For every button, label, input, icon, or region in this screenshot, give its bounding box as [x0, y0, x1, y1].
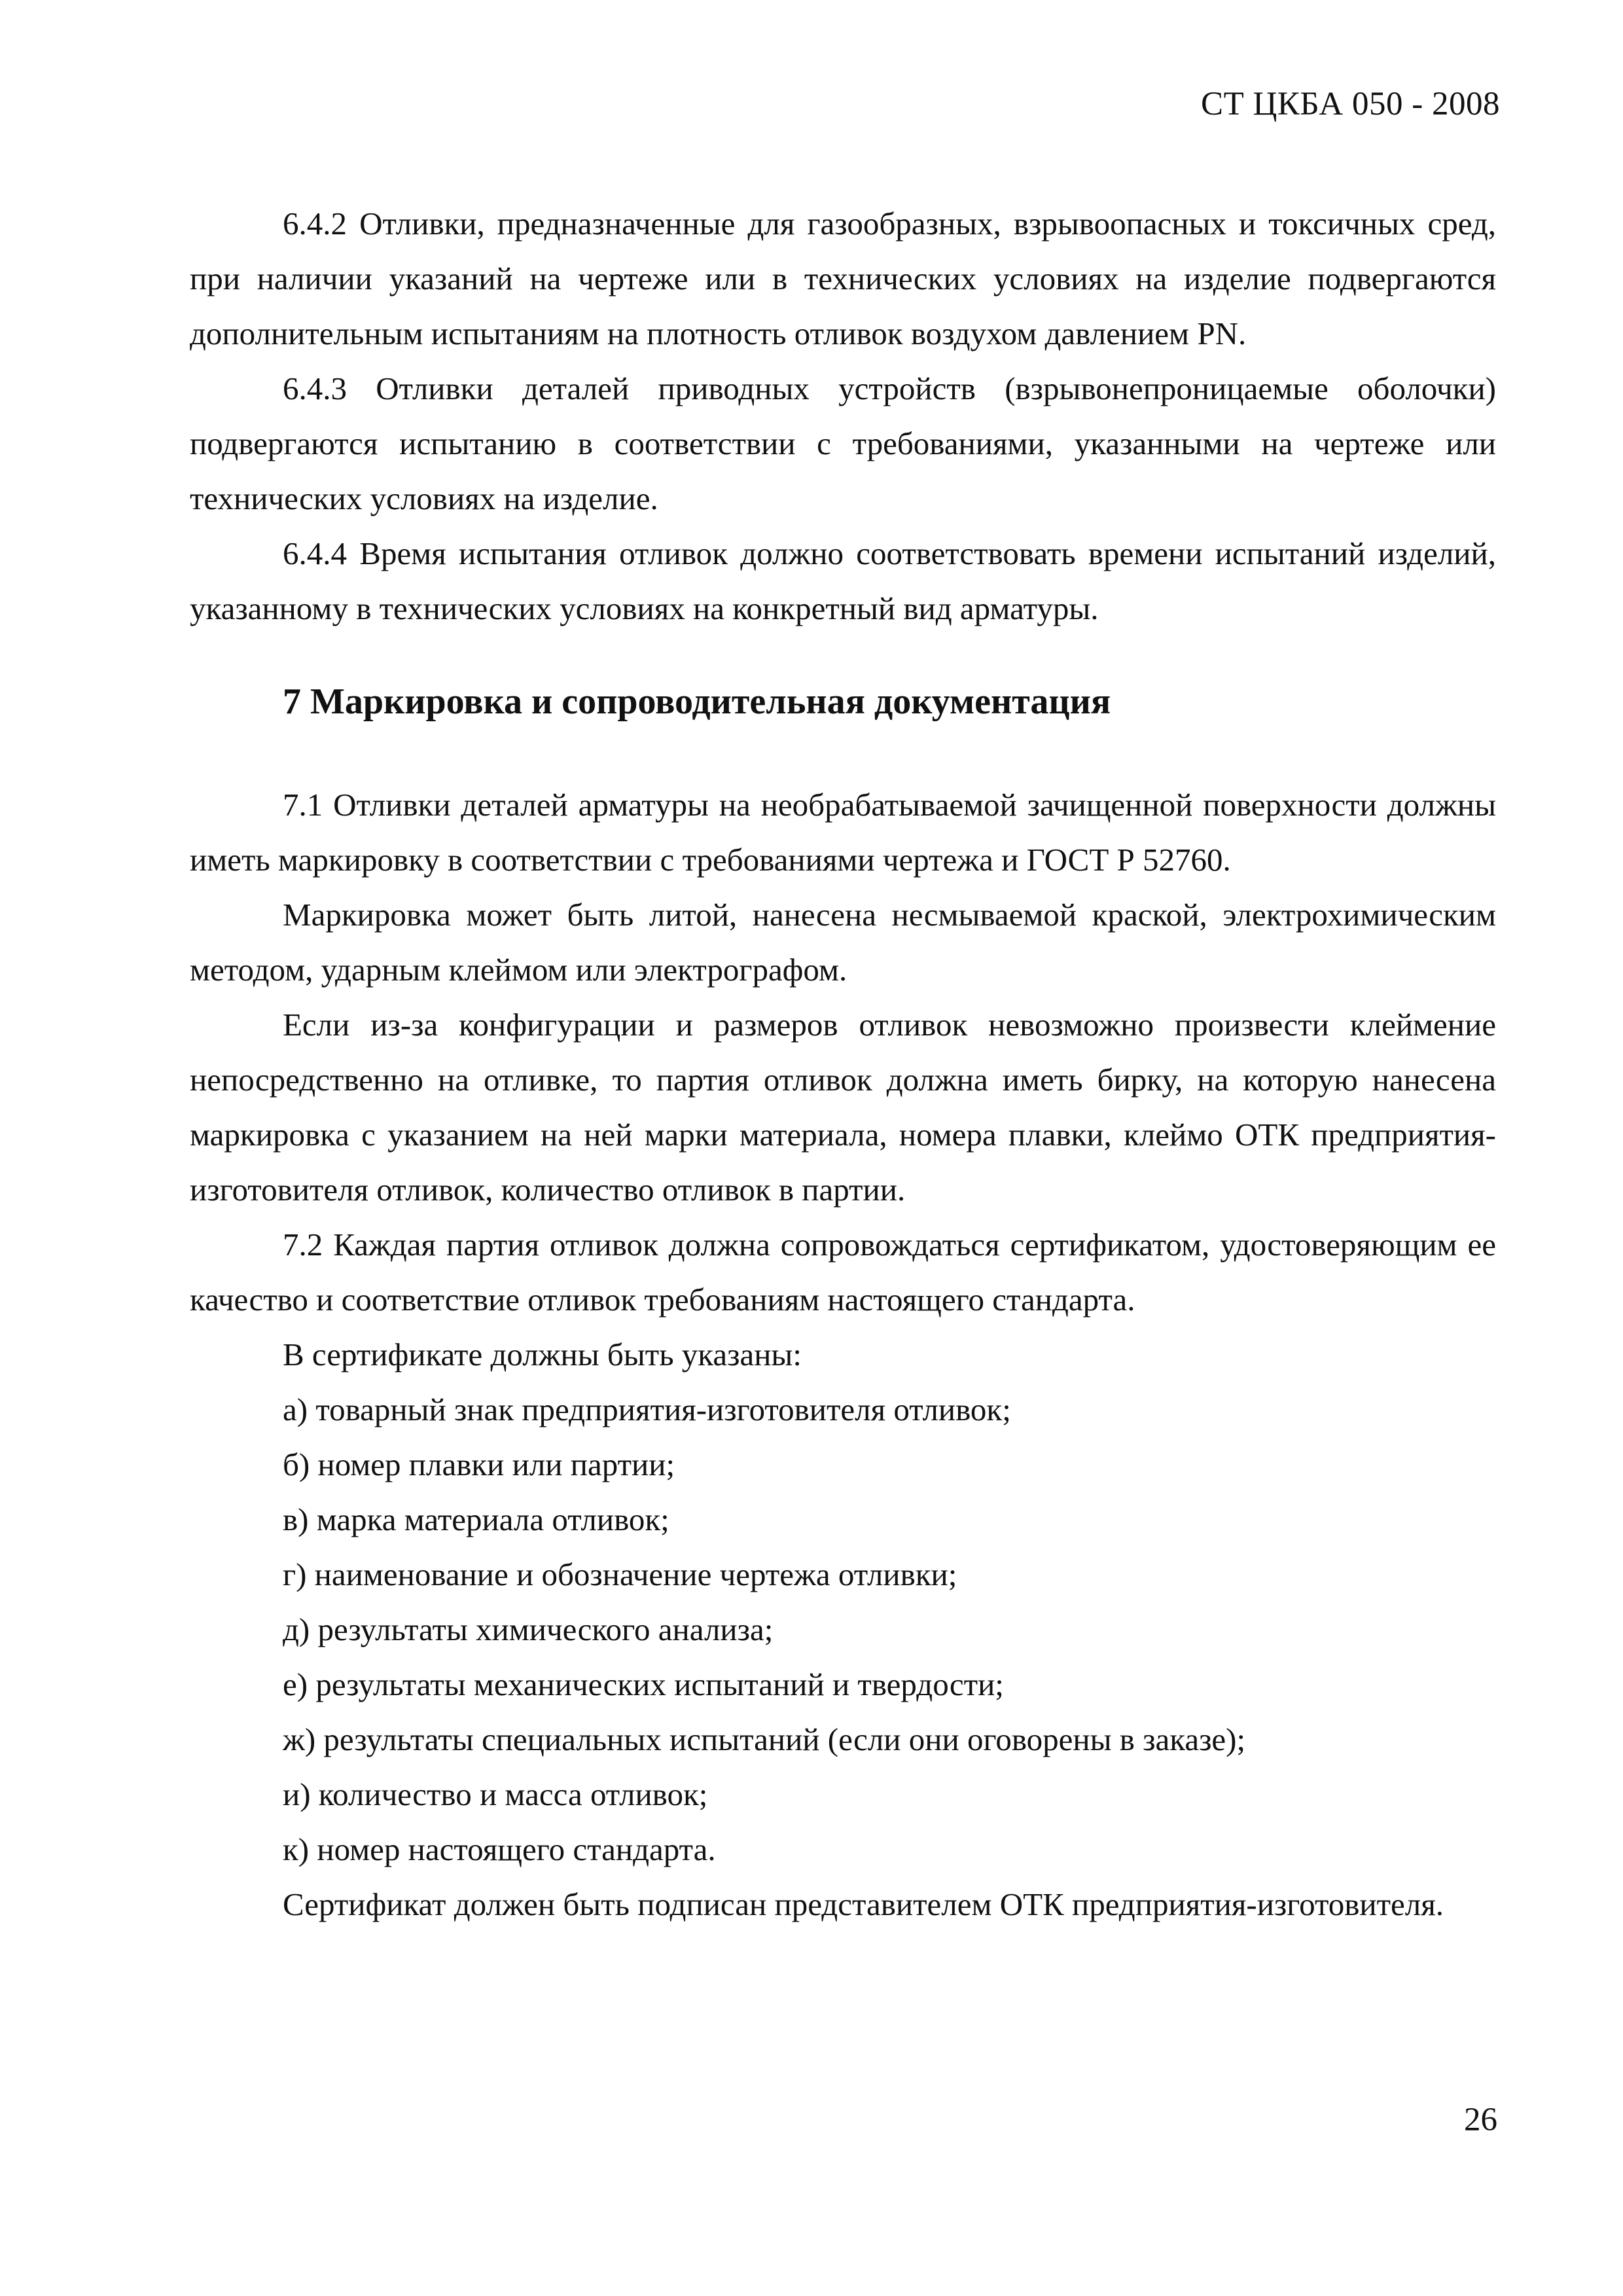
list-item: б) номер плавки или партии; [283, 1446, 675, 1482]
list-item: к) номер настоящего стандарта. [283, 1831, 716, 1867]
paragraph-certificate-intro: В сертификате должны быть указаны: [283, 1336, 802, 1372]
paragraph-6-4-2: 6.4.2 Отливки, предназначенные для газообразных, взрывоопасных и токсичных сред, при наличии указаний на чертеже или в технических условиях на изделие подвергаются дополнительным испытаниям на плотность отливок воздухом давлением PN. [190, 206, 1496, 351]
paragraph-marking-methods: Маркировка может быть литой, нанесена несмываемой краской, электрохимическим методом, ударным клеймом или электрографом. [190, 897, 1496, 988]
section-heading: 7 Маркировка и сопроводительная документация [283, 681, 1111, 722]
list-item: а) товарный знак предприятия-изготовителя отливок; [283, 1391, 1011, 1427]
list-item: д) результаты химического анализа; [283, 1611, 774, 1647]
paragraph-tag-marking: Если из-за конфигурации и размеров отливок невозможно произвести клеймение непосредственно на отливке, то партия отливок должна иметь бирку, на которую нанесена маркировка с указанием на ней марки материала, номера плавки, клеймо ОТК предприятия-изготовителя отливок, количество отливок в партии. [190, 1007, 1496, 1208]
list-item: и) количество и масса отливок; [283, 1776, 708, 1812]
paragraph-6-4-3: 6.4.3 Отливки деталей приводных устройств (взрывонепроницаемые оболочки) подвергаются испытанию в соответствии с требованиями, указанными на чертеже или технических условиях на изделие. [190, 370, 1496, 516]
list-item: г) наименование и обозначение чертежа отливки; [283, 1556, 957, 1592]
document-id-header: СТ ЦКБА 050 - 2008 [1201, 86, 1500, 122]
page-number: 26 [1464, 2102, 1497, 2138]
list-item: ж) результаты специальных испытаний (если они оговорены в заказе); [283, 1721, 1246, 1757]
certificate-items-list [190, 1382, 1496, 1877]
paragraph-7-1: 7.1 Отливки деталей арматуры на необрабатываемой зачищенной поверхности должны иметь маркировку в соответствии с требованиями чертежа и ГОСТ Р 52760. [190, 787, 1496, 878]
page-content [190, 196, 1496, 1932]
paragraph-7-2: 7.2 Каждая партия отливок должна сопровождаться сертификатом, удостоверяющим ее качество и соответствие отливок требованиям настоящего стандарта. [190, 1227, 1496, 1318]
paragraph-closing: Сертификат должен быть подписан представителем ОТК предприятия-изготовителя. [283, 1886, 1444, 1922]
paragraph-6-4-4: 6.4.4 Время испытания отливок должно соответствовать времени испытаний изделий, указанному в технических условиях на конкретный вид арматуры. [190, 535, 1496, 626]
list-item: в) марка материала отливок; [283, 1501, 669, 1537]
list-item: е) результаты механических испытаний и твердости; [283, 1666, 1004, 1702]
